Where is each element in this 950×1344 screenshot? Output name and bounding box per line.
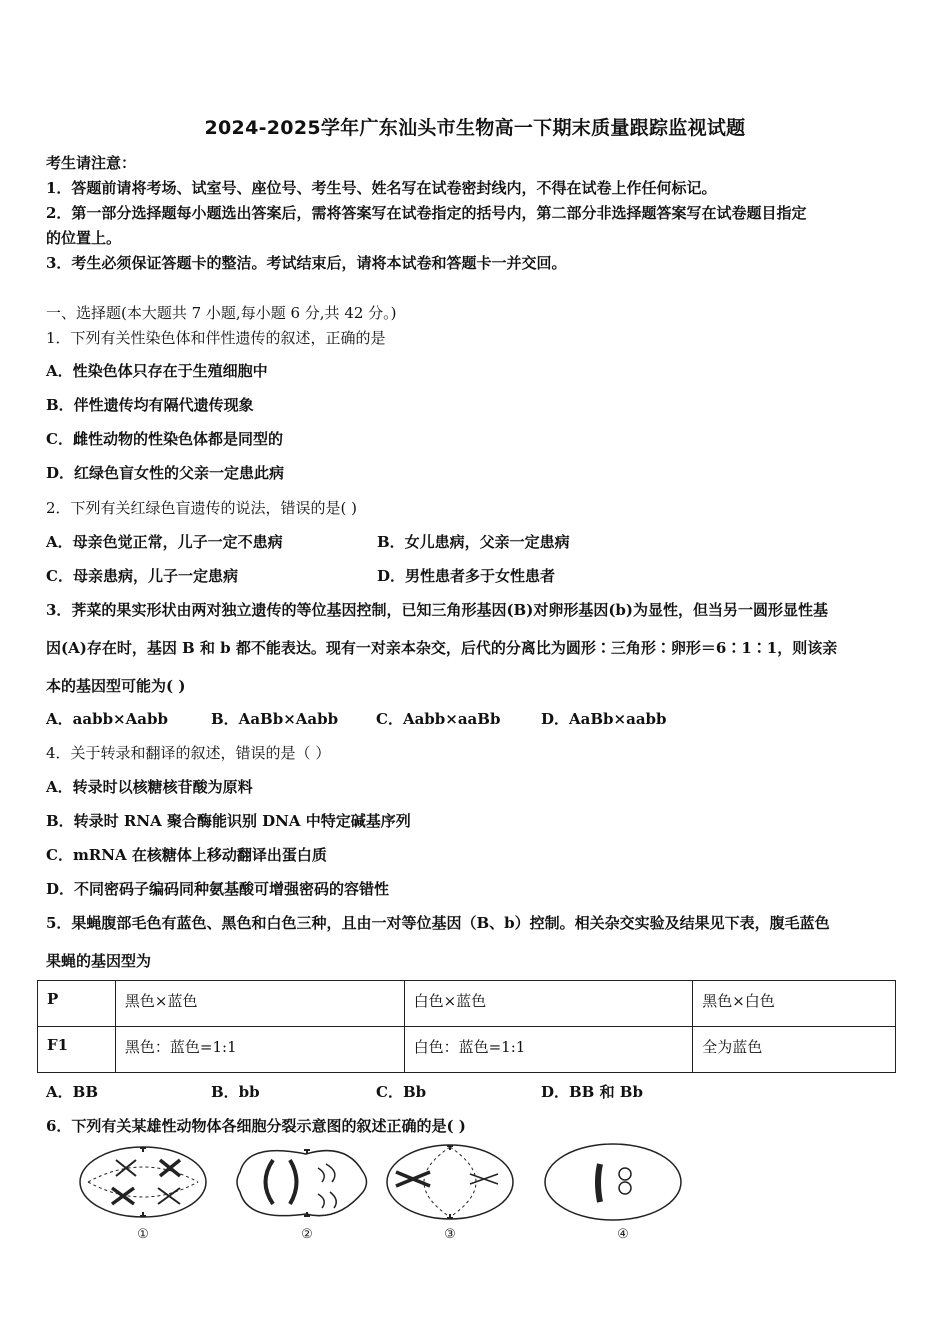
figure-label-3: ③ bbox=[444, 1227, 456, 1242]
table-cell: 黑色×白色 bbox=[693, 981, 896, 1027]
q4-option-a[interactable]: A．转录时以核糖核苷酸为原料 bbox=[46, 778, 253, 796]
q3-options bbox=[46, 708, 706, 729]
q2-options-row-1 bbox=[46, 531, 708, 552]
table-cell: 白色×蓝色 bbox=[404, 981, 693, 1027]
q1-option-d[interactable]: D．红绿色盲女性的父亲一定患此病 bbox=[46, 464, 285, 482]
notice-item-2-cont: 的位置上。 bbox=[46, 229, 122, 247]
table-cell: 黑色×蓝色 bbox=[115, 981, 404, 1027]
table-row bbox=[38, 981, 896, 1027]
q5-stem-line-2: 果蝇的基因型为 bbox=[46, 952, 152, 970]
q4-stem: 4．关于转录和翻译的叙述，错误的是（ ） bbox=[46, 744, 331, 762]
notice-item-3: 3．考生必须保证答题卡的整洁。考试结束后，请将本试卷和答题卡一并交回。 bbox=[46, 254, 567, 272]
q6-stem: 6．下列有关某雄性动物体各细胞分裂示意图的叙述正确的是( ) bbox=[46, 1117, 466, 1135]
figure-label-1: ① bbox=[137, 1227, 149, 1242]
q2-option-d[interactable]: D．男性患者多于女性患者 bbox=[377, 567, 556, 585]
q4-option-b[interactable]: B．转录时 RNA 聚合酶能识别 DNA 中特定碱基序列 bbox=[46, 812, 411, 830]
q3-option-d[interactable]: D．AaBb×aabb bbox=[541, 710, 667, 728]
cell-division-figures bbox=[78, 1142, 698, 1242]
q5-cross-table bbox=[37, 980, 896, 1073]
q1-stem: 1．下列有关性染色体和伴性遗传的叙述，正确的是 bbox=[46, 329, 386, 347]
table-cell: 白色：蓝色=1:1 bbox=[404, 1027, 693, 1073]
notice-heading: 考生请注意： bbox=[46, 154, 137, 172]
q2-option-c[interactable]: C．母亲患病，儿子一定患病 bbox=[46, 567, 238, 585]
figure-label-4: ④ bbox=[617, 1227, 629, 1242]
figure-label-2: ② bbox=[301, 1227, 313, 1242]
table-row bbox=[38, 1027, 896, 1073]
q2-option-b[interactable]: B．女儿患病，父亲一定患病 bbox=[377, 533, 570, 551]
q1-option-c[interactable]: C．雌性动物的性染色体都是同型的 bbox=[46, 430, 283, 448]
q3-stem-line-3: 本的基因型可能为( ) bbox=[46, 677, 186, 695]
cell-diagram-2 bbox=[237, 1150, 367, 1216]
table-cell: 全为蓝色 bbox=[693, 1027, 896, 1073]
q4-option-d[interactable]: D．不同密码子编码同种氨基酸可增强密码的容错性 bbox=[46, 880, 390, 898]
cell-diagram-1 bbox=[80, 1147, 206, 1217]
q2-stem: 2．下列有关红绿色盲遗传的说法，错误的是( ) bbox=[46, 499, 358, 517]
q3-option-a[interactable]: A．aabb×Aabb bbox=[46, 710, 168, 728]
page-title: 2024-2025学年广东汕头市生物高一下期末质量跟踪监视试题 bbox=[204, 117, 746, 139]
table-cell: P bbox=[38, 981, 116, 1027]
q3-stem-line-2: 因(A)存在时，基因 B 和 b 都不能表达。现有一对亲本杂交，后代的分离比为圆形∶三角形∶卵形＝6∶1∶1，则该亲 bbox=[46, 639, 838, 657]
q5-stem-line-1: 5．果蝇腹部毛色有蓝色、黑色和白色三种，且由一对等位基因（B、b）控制。相关杂交实验及结果见下表，腹毛蓝色 bbox=[46, 914, 830, 932]
q2-option-a[interactable]: A．母亲色觉正常，儿子一定不患病 bbox=[46, 533, 283, 551]
cell-diagram-4 bbox=[545, 1144, 681, 1220]
q3-stem-line-1: 3．荠菜的果实形状由两对独立遗传的等位基因控制，已知三角形基因(B)对卵形基因(b)为显性，但当另一圆形显性基 bbox=[46, 601, 828, 619]
q4-option-c[interactable]: C．mRNA 在核糖体上移动翻译出蛋白质 bbox=[46, 846, 327, 864]
section-heading: 一、选择题(本大题共 7 小题,每小题 6 分,共 42 分。) bbox=[46, 304, 397, 322]
notice-item-1: 1．答题前请将考场、试室号、座位号、考生号、姓名写在试卷密封线内，不得在试卷上作任何标记。 bbox=[46, 179, 717, 197]
notice-item-2: 2．第一部分选择题每小题选出答案后，需将答案写在试卷指定的括号内，第二部分非选择题答案写在试卷题目指定 bbox=[46, 204, 807, 222]
q5-options bbox=[46, 1081, 706, 1102]
q5-option-d[interactable]: D．BB 和 Bb bbox=[541, 1083, 643, 1101]
table-cell: F1 bbox=[38, 1027, 116, 1073]
q3-option-b[interactable]: B．AaBb×Aabb bbox=[211, 710, 339, 728]
q1-option-b[interactable]: B．伴性遗传均有隔代遗传现象 bbox=[46, 396, 254, 414]
q1-option-a[interactable]: A．性染色体只存在于生殖细胞中 bbox=[46, 362, 268, 380]
table-cell: 黑色：蓝色=1:1 bbox=[115, 1027, 404, 1073]
q2-options-row-2 bbox=[46, 565, 708, 586]
q5-option-a[interactable]: A．BB bbox=[46, 1083, 98, 1101]
q3-option-c[interactable]: C．Aabb×aaBb bbox=[376, 710, 501, 728]
cell-diagram-3 bbox=[387, 1145, 513, 1219]
q5-option-c[interactable]: C．Bb bbox=[376, 1083, 427, 1101]
q5-option-b[interactable]: B．bb bbox=[211, 1083, 260, 1101]
